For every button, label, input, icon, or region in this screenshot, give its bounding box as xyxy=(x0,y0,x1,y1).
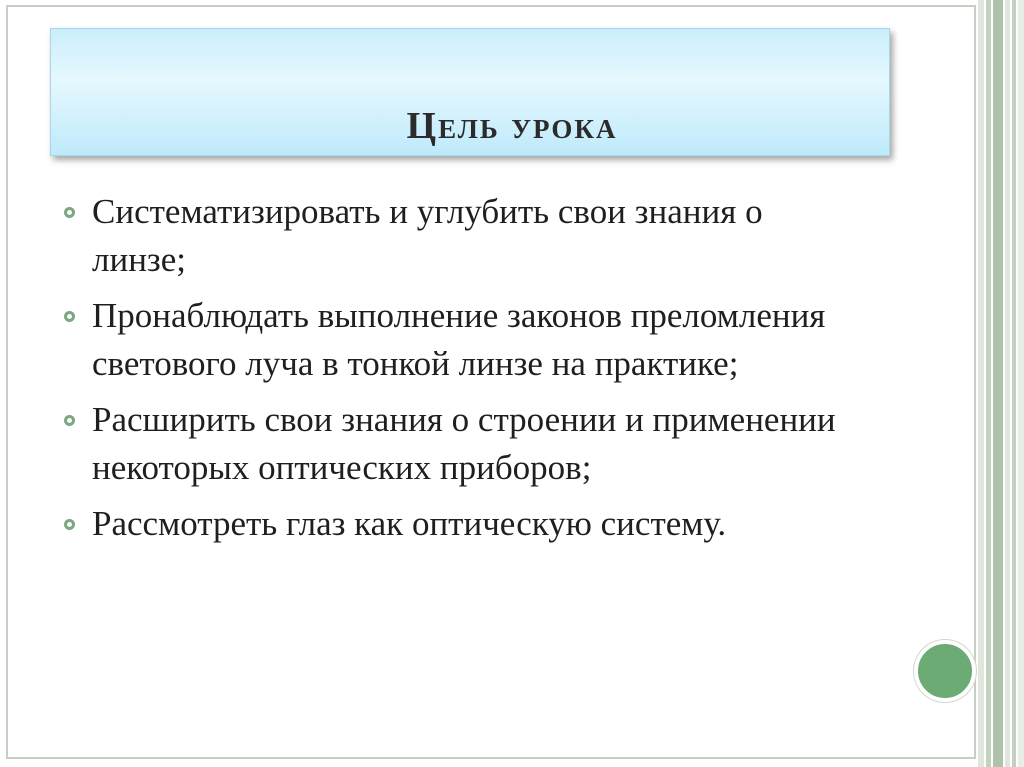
list-item xyxy=(62,292,842,388)
decorative-circle-icon xyxy=(914,640,976,702)
list-item xyxy=(62,396,842,492)
bullet-circle-icon xyxy=(64,311,75,322)
bullet-circle-icon xyxy=(64,207,75,218)
list-item-text: Рассмотреть глаз как оптическую систему. xyxy=(92,504,727,543)
list-item-text: Пронаблюдать выполнение законов преломления светового луча в тонкой линзе на практике; xyxy=(92,296,826,383)
bullet-circle-icon xyxy=(64,415,75,426)
bullet-list xyxy=(62,188,842,556)
list-item xyxy=(62,188,842,284)
list-item-text: Расширить свои знания о строении и применении некоторых оптических приборов; xyxy=(92,400,836,487)
list-item xyxy=(62,500,842,548)
bullet-circle-icon xyxy=(64,519,75,530)
list-item-text: Систематизировать и углубить свои знания о линзе; xyxy=(92,192,763,279)
slide-title: Цель урока xyxy=(406,105,618,147)
